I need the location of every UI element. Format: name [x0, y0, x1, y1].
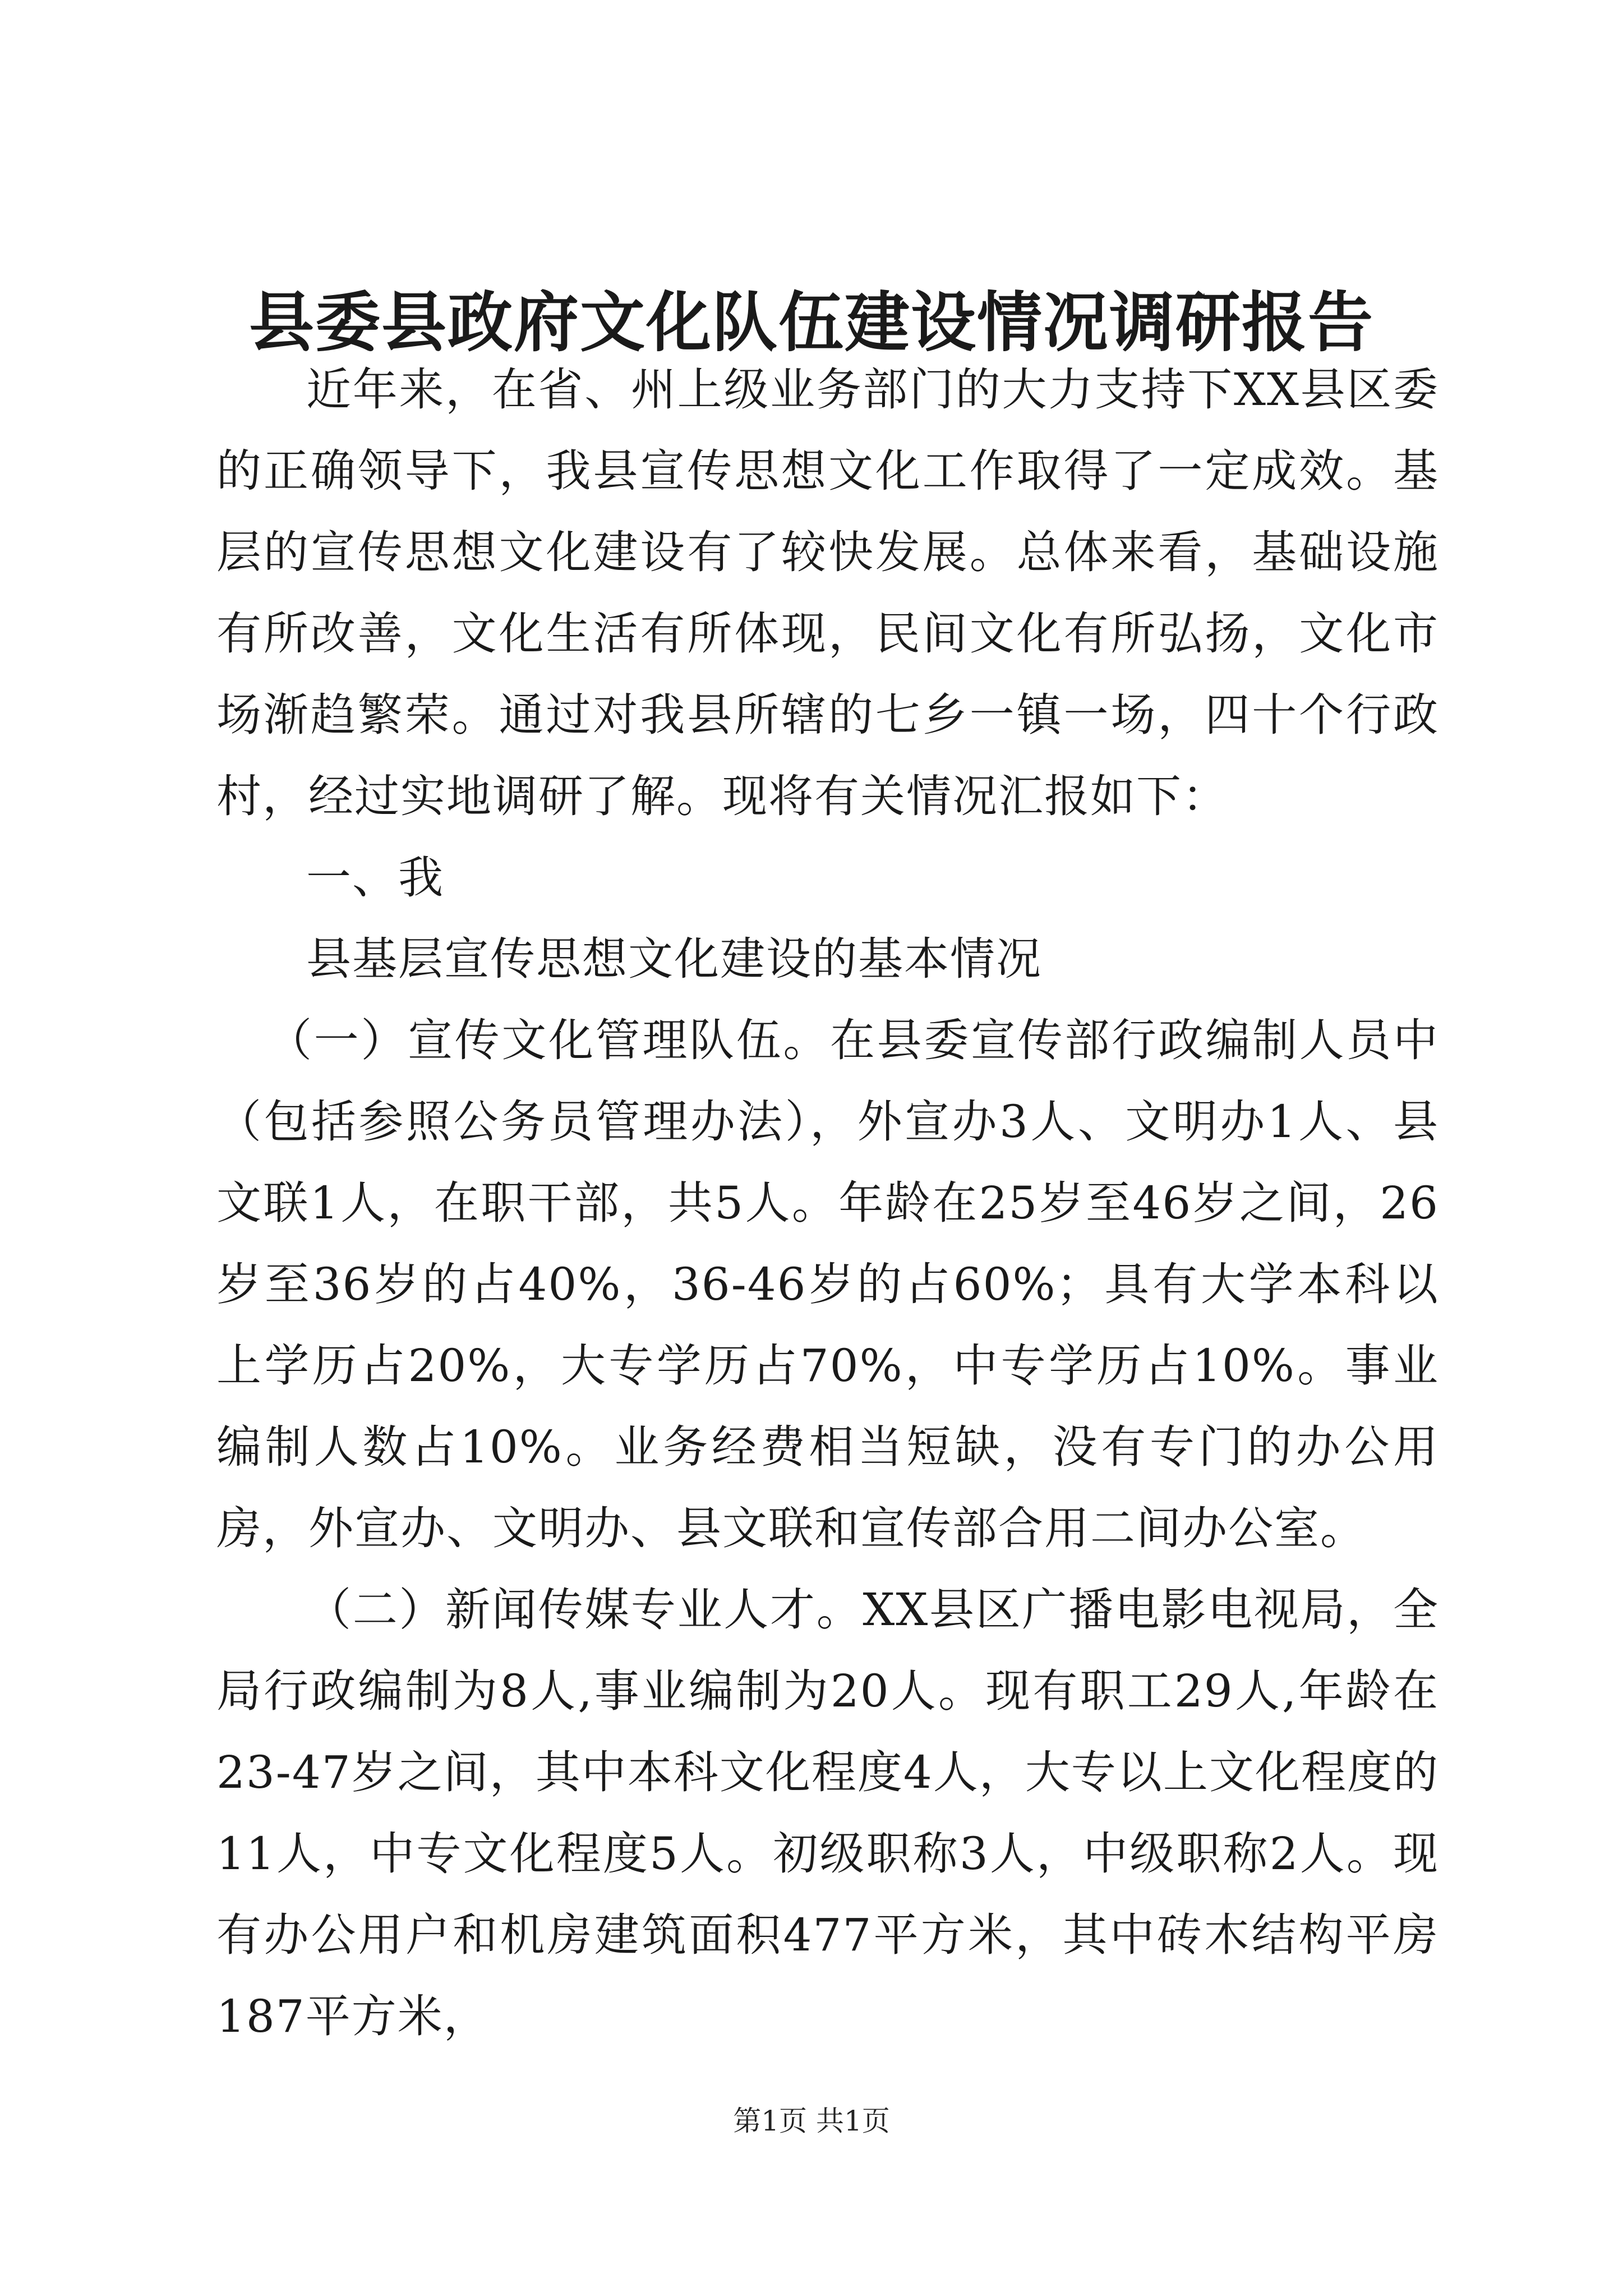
page-footer: 第1页 共1页 — [733, 2105, 890, 2137]
section-heading-part-1: 一、我 — [306, 852, 444, 904]
document-title: 县委县政府文化队伍建设情况调研报告 — [249, 284, 1374, 361]
document-body — [216, 349, 1439, 2057]
paragraph-management-team: （一）宣传文化管理队伍。在县委宣传部行政编制人员中（包括参照公务员管理办法），外宣办3人、文明办1人、县文联1人，在职干部，共5人。年龄在25岁至46岁之间，26岁至36岁的占40%，36-46岁的占60%；具有大学本科以上学历占20%，大专学历占70%，中专学历占10%。事业编制人数占10%。业务经费相当短缺，没有专门的办公用房，外宣办、文明办、县文联和宣传部合用二间办公室。 — [216, 1014, 1439, 1554]
paragraph-media-talent: （二）新闻传媒专业人才。XX县区广播电影电视局，全局行政编制为8人,事业编制为20人。现有职工29人,年龄在23-47岁之间，其中本科文化程度4人，大专以上文化程度的11人，中专文化程度5人。初级职称3人，中级职称2人。现有办公用户和机房建筑面积477平方米，其中砖木结构平房187平方米， — [216, 1584, 1439, 2042]
paragraph-intro: 近年来，在省、州上级业务部门的大力支持下XX县区委的正确领导下，我县宣传思想文化工作取得了一定成效。基层的宣传思想文化建设有了较快发展。总体来看，基础设施有所改善，文化生活有所体现，民间文化有所弘扬，文化市场渐趋繁荣。通过对我县所辖的七乡一镇一场，四十个行政村，经过实地调研了解。现将有关情况汇报如下： — [216, 364, 1439, 822]
section-heading-part-2: 县基层宣传思想文化建设的基本情况 — [306, 933, 1042, 985]
